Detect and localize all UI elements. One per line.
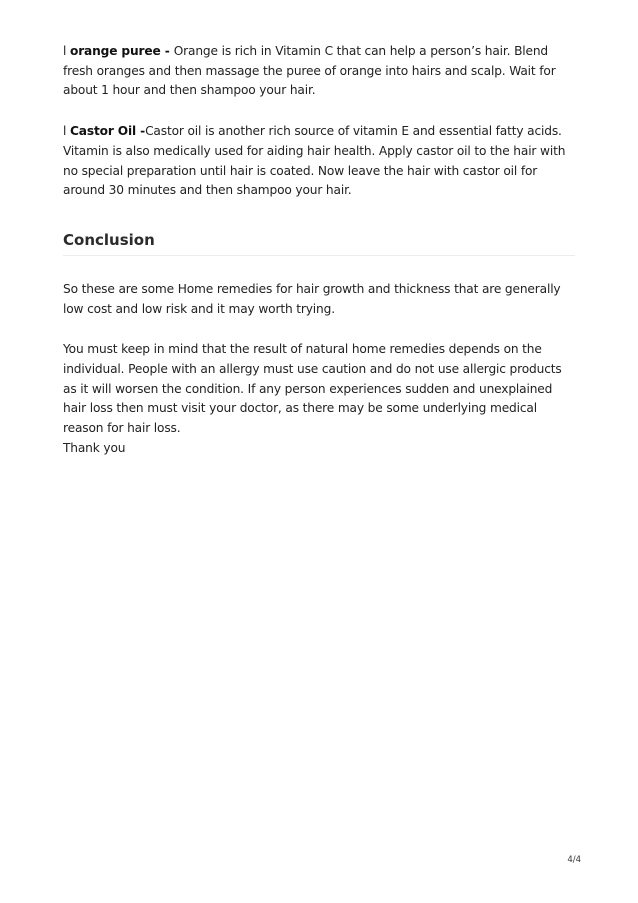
document-content	[63, 42, 575, 459]
item-text: Castor oil is another rich source of vitamin E and essential fatty acids. Vitamin is also medically used for aiding hair health. Apply castor oil to the hair with no special preparation until hair is coated. Now leave the hair with castor oil for around 30 minutes and then shampoo your hair.	[63, 124, 566, 198]
list-item-castor-oil	[63, 122, 575, 201]
bullet-marker: l	[63, 44, 70, 58]
list-item-orange-puree	[63, 42, 575, 101]
conclusion-heading: Conclusion	[63, 230, 155, 249]
item-title: orange puree -	[69, 44, 174, 58]
conclusion-paragraph-2: You must keep in mind that the result of natural home remedies depends on the individual. People with an allergy must use caution and do not use allergic products as it will worsen the condition. If any person experiences sudden and unexplained hair loss then must visit your doctor, as there may be some underlying medical reason for hair loss.	[63, 342, 562, 436]
conclusion-heading-container	[63, 229, 575, 256]
bullet-marker: l	[63, 124, 70, 139]
closing-text: Thank you	[63, 440, 126, 455]
page-number: 4/4	[567, 855, 581, 865]
item-text: Orange is rich in Vitamin C that can help a person’s hair. Blend fresh oranges and then massage the puree of orange into hairs and scalp. Wait for about 1 hour and then shampoo your hair.	[63, 44, 556, 98]
conclusion-paragraph-1: So these are some Home remedies for hair growth and thickness that are generally low cost and low risk and it may worth trying.	[63, 281, 561, 316]
item-title: Castor Oil -	[69, 124, 146, 139]
